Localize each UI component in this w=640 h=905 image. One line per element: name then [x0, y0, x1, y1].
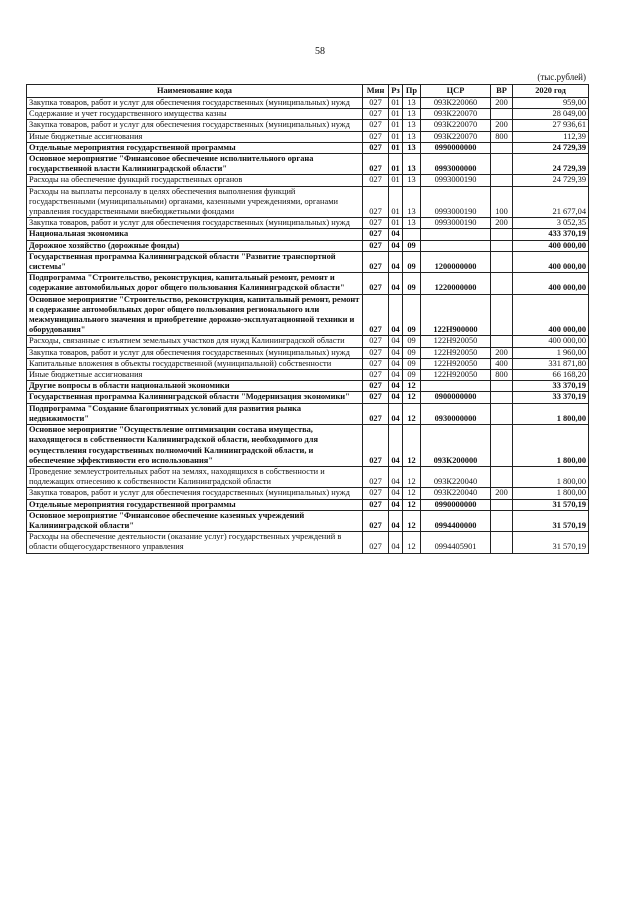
cell-sum: 3 052,35	[513, 218, 589, 229]
cell-name: Капитальные вложения в объекты государственной (муниципальной) собственности	[27, 358, 363, 369]
cell-csr: 093К220040	[421, 466, 491, 487]
table-row	[27, 403, 589, 424]
cell-rz: 04	[389, 294, 403, 336]
cell-csr: 093К220070	[421, 109, 491, 120]
cell-vr	[491, 425, 513, 467]
cell-sum: 31 570,19	[513, 499, 589, 510]
cell-sum: 1 800,00	[513, 466, 589, 487]
cell-pr: 12	[403, 510, 421, 531]
header-sum: 2020 год	[513, 85, 589, 98]
cell-sum: 1 800,00	[513, 488, 589, 499]
cell-min: 027	[363, 154, 389, 175]
cell-csr	[421, 229, 491, 240]
table-row	[27, 466, 589, 487]
cell-vr	[491, 381, 513, 392]
cell-sum: 433 370,19	[513, 229, 589, 240]
cell-rz: 01	[389, 142, 403, 153]
cell-vr: 200	[491, 218, 513, 229]
cell-sum: 33 370,19	[513, 392, 589, 403]
cell-min: 027	[363, 109, 389, 120]
cell-min: 027	[363, 466, 389, 487]
table-row	[27, 109, 589, 120]
cell-name: Закупка товаров, работ и услуг для обеспечения государственных (муниципальных) нужд	[27, 98, 363, 109]
cell-csr: 0993000190	[421, 186, 491, 218]
cell-name: Государственная программа Калининградской области "Развитие транспортной системы"	[27, 251, 363, 272]
cell-min: 027	[363, 186, 389, 218]
table-row	[27, 251, 589, 272]
cell-vr	[491, 403, 513, 424]
cell-csr: 122Н900000	[421, 294, 491, 336]
cell-name: Закупка товаров, работ и услуг для обеспечения государственных (муниципальных) нужд	[27, 218, 363, 229]
cell-pr: 12	[403, 466, 421, 487]
table-row	[27, 499, 589, 510]
cell-pr: 13	[403, 120, 421, 131]
cell-vr	[491, 273, 513, 294]
cell-name: Подпрограмма "Создание благоприятных условий для развития рынка недвижимости"	[27, 403, 363, 424]
cell-sum: 400 000,00	[513, 336, 589, 347]
cell-min: 027	[363, 142, 389, 153]
cell-pr: 09	[403, 294, 421, 336]
cell-name: Расходы на обеспечение деятельности (оказание услуг) государственных учреждений в области общегосударственного управления	[27, 532, 363, 553]
cell-pr: 12	[403, 532, 421, 553]
cell-csr: 0993000190	[421, 218, 491, 229]
cell-rz: 01	[389, 98, 403, 109]
cell-name: Расходы на выплаты персоналу в целях обеспечения выполнения функций государственными (муниципальными) органами, казенными учреждениями, органами управления государственными внебюджетными фондами	[27, 186, 363, 218]
cell-csr: 122Н920050	[421, 358, 491, 369]
cell-csr: 093К200000	[421, 425, 491, 467]
table-row	[27, 488, 589, 499]
cell-sum: 28 049,00	[513, 109, 589, 120]
cell-rz: 01	[389, 131, 403, 142]
cell-min: 027	[363, 358, 389, 369]
cell-sum: 400 000,00	[513, 240, 589, 251]
cell-rz: 01	[389, 120, 403, 131]
cell-min: 027	[363, 381, 389, 392]
cell-sum: 24 729,39	[513, 142, 589, 153]
cell-name: Иные бюджетные ассигнования	[27, 131, 363, 142]
table-row	[27, 218, 589, 229]
cell-vr: 200	[491, 347, 513, 358]
cell-name: Проведение землеустроительных работ на землях, находящихся в собственности и подлежащих отнесению к собственности Калининградской области	[27, 466, 363, 487]
cell-csr: 0900000000	[421, 392, 491, 403]
table-row	[27, 425, 589, 467]
cell-vr	[491, 154, 513, 175]
cell-pr: 09	[403, 240, 421, 251]
table-row	[27, 336, 589, 347]
cell-rz: 01	[389, 186, 403, 218]
cell-pr: 13	[403, 154, 421, 175]
cell-rz: 04	[389, 466, 403, 487]
cell-sum: 400 000,00	[513, 294, 589, 336]
table-row	[27, 381, 589, 392]
cell-rz: 04	[389, 251, 403, 272]
cell-vr	[491, 336, 513, 347]
cell-pr: 09	[403, 273, 421, 294]
cell-csr: 0993000190	[421, 175, 491, 186]
cell-vr	[491, 466, 513, 487]
cell-name: Расходы на обеспечение функций государственных органов	[27, 175, 363, 186]
cell-rz: 01	[389, 109, 403, 120]
cell-vr: 800	[491, 370, 513, 381]
cell-pr: 13	[403, 218, 421, 229]
cell-min: 027	[363, 499, 389, 510]
cell-vr	[491, 294, 513, 336]
table-row	[27, 370, 589, 381]
cell-sum: 21 677,04	[513, 186, 589, 218]
table-row	[27, 358, 589, 369]
cell-pr: 12	[403, 392, 421, 403]
table-row	[27, 131, 589, 142]
header-csr: ЦСР	[421, 85, 491, 98]
cell-csr: 122Н920050	[421, 370, 491, 381]
cell-vr: 200	[491, 120, 513, 131]
cell-sum: 33 370,19	[513, 381, 589, 392]
cell-name: Государственная программа Калининградской области "Модернизация экономики"	[27, 392, 363, 403]
cell-vr: 400	[491, 358, 513, 369]
cell-sum: 400 000,00	[513, 273, 589, 294]
cell-sum: 1 800,00	[513, 425, 589, 467]
table-row	[27, 154, 589, 175]
table-row	[27, 532, 589, 553]
cell-name: Закупка товаров, работ и услуг для обеспечения государственных (муниципальных) нужд	[27, 120, 363, 131]
cell-pr: 12	[403, 381, 421, 392]
cell-rz: 04	[389, 392, 403, 403]
cell-rz: 04	[389, 532, 403, 553]
cell-min: 027	[363, 240, 389, 251]
cell-rz: 04	[389, 488, 403, 499]
cell-pr	[403, 229, 421, 240]
cell-vr	[491, 392, 513, 403]
cell-name: Национальная экономика	[27, 229, 363, 240]
cell-sum: 31 570,19	[513, 532, 589, 553]
table-row	[27, 273, 589, 294]
table-header-row	[27, 85, 589, 98]
cell-sum: 400 000,00	[513, 251, 589, 272]
cell-rz: 04	[389, 381, 403, 392]
cell-csr	[421, 240, 491, 251]
cell-rz: 01	[389, 175, 403, 186]
cell-sum: 331 871,80	[513, 358, 589, 369]
cell-vr	[491, 109, 513, 120]
cell-name: Отдельные мероприятия государственной программы	[27, 142, 363, 153]
cell-name: Отдельные мероприятия государственной программы	[27, 499, 363, 510]
table-row	[27, 294, 589, 336]
cell-csr: 0990000000	[421, 142, 491, 153]
cell-csr: 0930000000	[421, 403, 491, 424]
header-rz: Рз	[389, 85, 403, 98]
cell-name: Закупка товаров, работ и услуг для обеспечения государственных (муниципальных) нужд	[27, 488, 363, 499]
cell-sum: 959,00	[513, 98, 589, 109]
cell-vr: 800	[491, 131, 513, 142]
cell-rz: 04	[389, 499, 403, 510]
table-row	[27, 142, 589, 153]
table-row	[27, 229, 589, 240]
cell-pr: 13	[403, 142, 421, 153]
cell-csr: 0994400000	[421, 510, 491, 531]
cell-sum: 31 570,19	[513, 510, 589, 531]
cell-name: Дорожное хозяйство (дорожные фонды)	[27, 240, 363, 251]
cell-csr: 0994405901	[421, 532, 491, 553]
cell-csr: 122Н920050	[421, 336, 491, 347]
cell-vr: 100	[491, 186, 513, 218]
cell-csr: 1220000000	[421, 273, 491, 294]
cell-vr: 200	[491, 98, 513, 109]
cell-pr: 09	[403, 347, 421, 358]
cell-csr: 0990000000	[421, 499, 491, 510]
cell-vr	[491, 251, 513, 272]
table-row	[27, 347, 589, 358]
cell-pr: 09	[403, 358, 421, 369]
table-body	[27, 98, 589, 554]
cell-sum: 24 729,39	[513, 175, 589, 186]
table-row	[27, 186, 589, 218]
cell-name: Расходы, связанные с изъятием земельных участков для нужд Калининградской области	[27, 336, 363, 347]
cell-sum: 66 168,20	[513, 370, 589, 381]
cell-rz: 04	[389, 229, 403, 240]
cell-csr: 093К220070	[421, 131, 491, 142]
cell-rz: 04	[389, 425, 403, 467]
cell-pr: 13	[403, 98, 421, 109]
cell-min: 027	[363, 425, 389, 467]
cell-name: Подпрограмма "Строительство, реконструкция, капитальный ремонт, ремонт и содержание автомобильных дорог общего пользования Калининградской области"	[27, 273, 363, 294]
cell-rz: 04	[389, 336, 403, 347]
cell-pr: 09	[403, 370, 421, 381]
cell-sum: 1 960,00	[513, 347, 589, 358]
cell-rz: 04	[389, 510, 403, 531]
cell-min: 027	[363, 370, 389, 381]
cell-csr	[421, 381, 491, 392]
cell-name: Другие вопросы в области национальной экономики	[27, 381, 363, 392]
table-row	[27, 120, 589, 131]
table-row	[27, 510, 589, 531]
cell-rz: 04	[389, 273, 403, 294]
cell-min: 027	[363, 403, 389, 424]
cell-pr: 12	[403, 403, 421, 424]
cell-csr: 0993000000	[421, 154, 491, 175]
cell-pr: 12	[403, 488, 421, 499]
page-number: 58	[315, 46, 325, 57]
cell-rz: 04	[389, 347, 403, 358]
cell-csr: 122Н920050	[421, 347, 491, 358]
table-row	[27, 240, 589, 251]
cell-vr	[491, 499, 513, 510]
cell-min: 027	[363, 229, 389, 240]
header-min: Мин	[363, 85, 389, 98]
cell-pr: 09	[403, 251, 421, 272]
units-label: (тыс.рублей)	[537, 72, 586, 82]
cell-pr: 13	[403, 109, 421, 120]
cell-vr	[491, 229, 513, 240]
cell-min: 027	[363, 251, 389, 272]
cell-vr	[491, 510, 513, 531]
table-row	[27, 392, 589, 403]
cell-pr: 09	[403, 336, 421, 347]
cell-pr: 13	[403, 175, 421, 186]
cell-name: Основное мероприятие "Строительство, реконструкция, капитальный ремонт, ремонт и содержание автомобильных дорог общего пользования регионального или межмуниципального значения и приобретение дорожно-эксплуатационной техники и оборудования"	[27, 294, 363, 336]
cell-rz: 04	[389, 358, 403, 369]
cell-name: Основное мероприятие "Финансовое обеспечение казенных учреждений Калининградской области"	[27, 510, 363, 531]
table-row	[27, 98, 589, 109]
cell-min: 027	[363, 98, 389, 109]
budget-table	[26, 84, 589, 554]
cell-min: 027	[363, 218, 389, 229]
cell-rz: 01	[389, 218, 403, 229]
cell-csr: 093К220040	[421, 488, 491, 499]
table-row	[27, 175, 589, 186]
cell-vr: 200	[491, 488, 513, 499]
cell-min: 027	[363, 347, 389, 358]
cell-name: Содержание и учет государственного имущества казны	[27, 109, 363, 120]
cell-sum: 1 800,00	[513, 403, 589, 424]
cell-min: 027	[363, 532, 389, 553]
cell-sum: 112,39	[513, 131, 589, 142]
cell-rz: 01	[389, 154, 403, 175]
cell-rz: 04	[389, 240, 403, 251]
cell-name: Основное мероприятие "Осуществление оптимизации состава имущества, находящегося в собственности Калининградской области, необходимого для осуществления государственных полномочий Калининградской области, и обеспечение эффективности его использования"	[27, 425, 363, 467]
cell-name: Основное мероприятие "Финансовое обеспечение исполнительного органа государственной власти Калининградской области"	[27, 154, 363, 175]
header-vr: ВР	[491, 85, 513, 98]
header-pr: Пр	[403, 85, 421, 98]
header-name: Наименование кода	[27, 85, 363, 98]
cell-pr: 12	[403, 425, 421, 467]
cell-rz: 04	[389, 370, 403, 381]
cell-name: Иные бюджетные ассигнования	[27, 370, 363, 381]
cell-min: 027	[363, 336, 389, 347]
cell-rz: 04	[389, 403, 403, 424]
cell-sum: 24 729,39	[513, 154, 589, 175]
cell-min: 027	[363, 273, 389, 294]
cell-vr	[491, 142, 513, 153]
cell-pr: 13	[403, 131, 421, 142]
cell-vr	[491, 240, 513, 251]
cell-min: 027	[363, 392, 389, 403]
cell-csr: 093К220070	[421, 120, 491, 131]
cell-min: 027	[363, 488, 389, 499]
cell-pr: 12	[403, 499, 421, 510]
cell-csr: 1200000000	[421, 251, 491, 272]
cell-vr	[491, 175, 513, 186]
cell-min: 027	[363, 510, 389, 531]
cell-min: 027	[363, 175, 389, 186]
cell-min: 027	[363, 120, 389, 131]
cell-min: 027	[363, 131, 389, 142]
cell-pr: 13	[403, 186, 421, 218]
cell-min: 027	[363, 294, 389, 336]
cell-sum: 27 936,61	[513, 120, 589, 131]
cell-csr: 093К220060	[421, 98, 491, 109]
cell-vr	[491, 532, 513, 553]
cell-name: Закупка товаров, работ и услуг для обеспечения государственных (муниципальных) нужд	[27, 347, 363, 358]
